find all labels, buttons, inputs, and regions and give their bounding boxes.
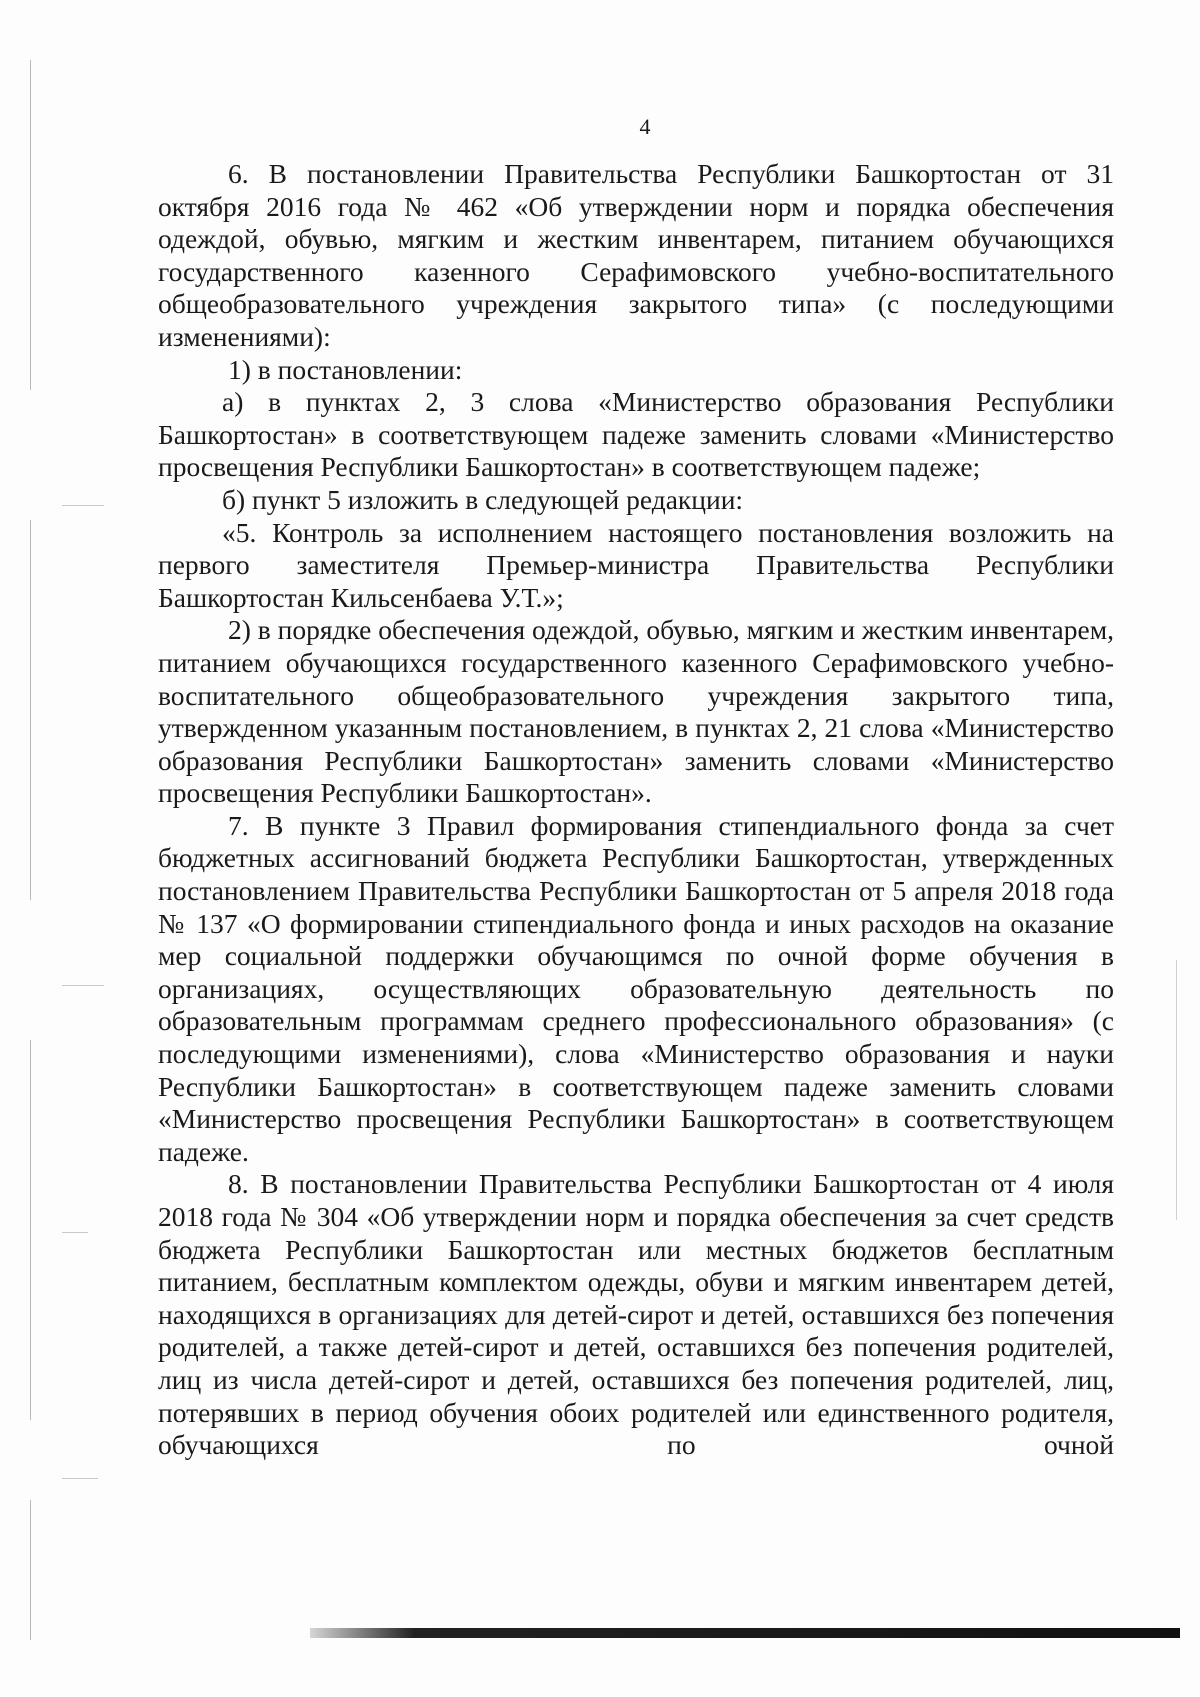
scan-left-edge-line xyxy=(30,1500,31,1640)
page-number: 4 xyxy=(639,114,651,139)
scan-speck xyxy=(62,1232,88,1233)
paragraph-item-6: 6. В постановлении Правительства Республики Башкортостан от 31 октября 2016 года № 462 «Об утверждении норм и порядка обеспечения одеждой, обувью, мягким и жестким инвентарем, питанием обучающихся государственного казенного Серафимовского учебно-воспитательного общеобразовательного учреждения закрытого типа» (с последующими изменениями): xyxy=(158,158,1114,352)
paragraph-quoted-item-5: «5. Контроль за исполнением настоящего постановления возложить на первого заместителя Премьер-министра Правительства Республики Башкортостан Кильсенбаева У.Т.»; xyxy=(158,516,1114,613)
scan-left-edge-line xyxy=(30,520,31,900)
scan-right-edge-line xyxy=(1176,960,1177,1220)
paragraph-item-7: 7. В пункте 3 Правил формирования стипендиального фонда за счет бюджетных ассигнований бюджета Республики Башкортостан, утвержденных постановлением Правительства Республики Башкортостан от 5 апреля 2018 года № 137 «О формировании стипендиального фонда и иных расходов на оказание мер социальной поддержки обучающимся по очной форме обучения в организациях, осуществляющих образовательную деятельность по образовательным программам среднего профессионального образования» (с последующими изменениями), слова «Министерство образования и науки Республики Башкортостан» в соответствующем падеже заменить словами «Министерство просвещения Республики Башкортостан» в соответствующем падеже. xyxy=(158,809,1114,1167)
scan-bottom-edge-bar xyxy=(310,1628,1180,1638)
paragraph-subitem-b: б) пункт 5 изложить в следующей редакции: xyxy=(222,483,744,515)
document-body xyxy=(158,158,1114,1462)
paragraph-item-8: 8. В постановлении Правительства Республики Башкортостан от 4 июля 2018 года № 304 «Об утверждении норм и порядка обеспечения за счет средств бюджета Республики Башкортостан или местных бюджетов бесплатным питанием, бесплатным комплектом одежды, обуви и мягким инвентарем детей, находящихся в организациях для детей-сирот и детей, оставшихся без попечения родителей, а также детей-сирот и детей, оставшихся без попечения родителей, лиц из числа детей-сирот и детей, оставшихся без попечения родителей, лиц, потерявших в период обучения обоих родителей или единственного родителя, обучающихся по очной xyxy=(158,1168,1114,1461)
scan-speck xyxy=(62,985,104,986)
scan-left-edge-line xyxy=(30,1040,31,1420)
paragraph-subitem-1: 1) в постановлении: xyxy=(228,353,463,385)
paragraph-subitem-a: а) в пунктах 2, 3 слова «Министерство образования Республики Башкортостан» в соответствующем падеже заменить словами «Министерство просвещения Республики Башкортостан» в соответствующем падеже; xyxy=(158,386,1114,483)
paragraph-subitem-2: 2) в порядке обеспечения одеждой, обувью, мягким и жестким инвентарем, питанием обучающихся государственного казенного Серафимовского учебно-воспитательного общеобразовательного учреждения закрытого типа, утвержденном указанным постановлением, в пунктах 2, 21 слова «Министерство образования Республики Башкортостан» заменить словами «Министерство просвещения Республики Башкортостан». xyxy=(158,614,1114,809)
scan-left-edge-line xyxy=(30,60,31,390)
scan-speck xyxy=(62,1478,98,1479)
scan-speck xyxy=(62,505,104,506)
